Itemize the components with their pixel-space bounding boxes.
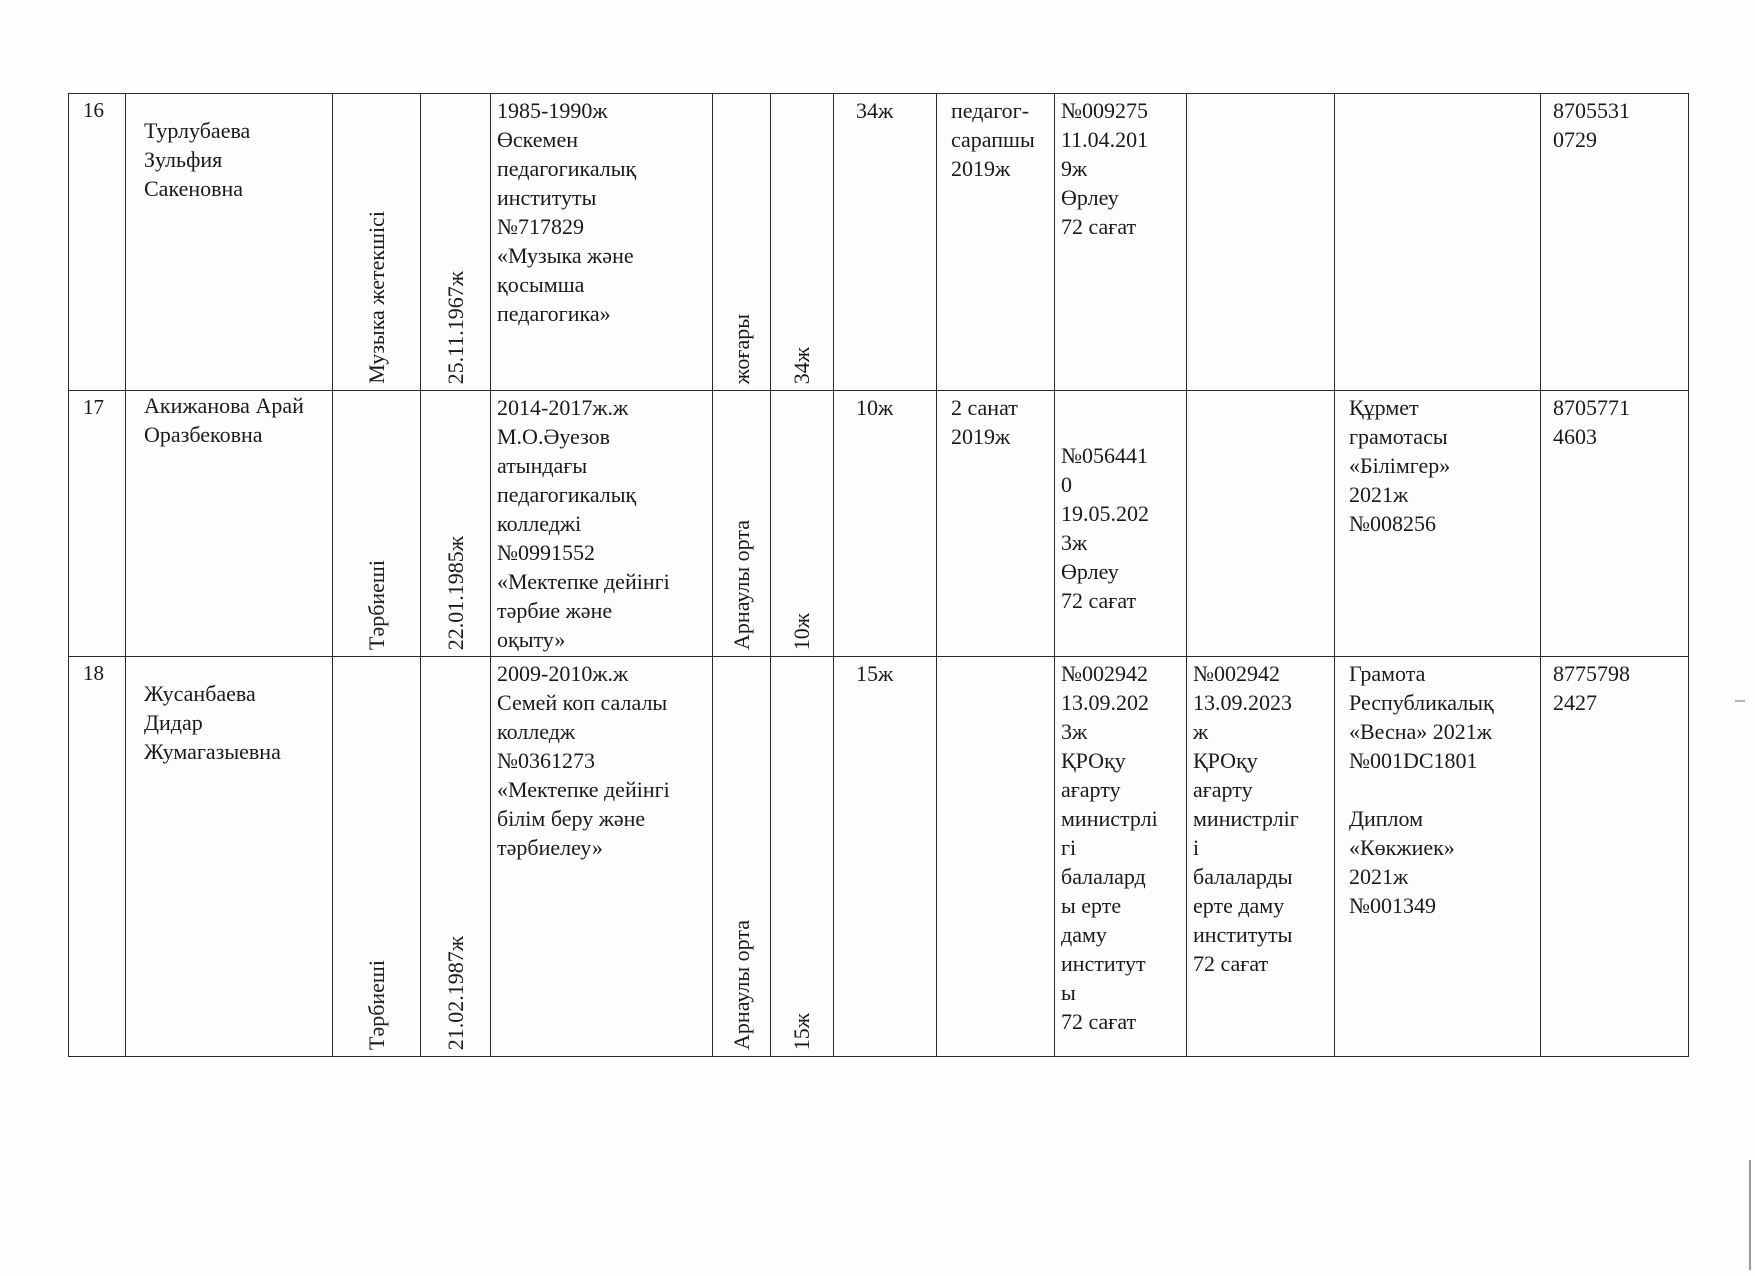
- courses-second-line: №002942: [1193, 661, 1280, 686]
- awards-line: Грамота: [1349, 661, 1426, 686]
- position-text: Тәрбиеші: [363, 560, 389, 650]
- full-name-line: Турлубаева: [144, 118, 251, 143]
- awards-line: [1349, 775, 1534, 804]
- education-line: педагогикалық: [497, 156, 637, 181]
- education-level-cell: [713, 391, 771, 657]
- phone-line: 8775798: [1553, 661, 1630, 686]
- awards-line: №001DC1801: [1349, 748, 1478, 773]
- category-line: педагог-: [951, 98, 1030, 123]
- courses-line: 3ж: [1061, 530, 1088, 555]
- courses-second-line: министрліг: [1193, 806, 1299, 831]
- phone-line: 0729: [1553, 127, 1597, 152]
- category-line: 2 санат: [951, 395, 1018, 420]
- category-line: 2019ж: [951, 156, 1011, 181]
- education-level-text: Арнаулы орта: [728, 520, 754, 650]
- phone-line: 8705531: [1553, 98, 1630, 123]
- education-cell: [491, 94, 713, 391]
- full-name-line: Дидар: [144, 710, 203, 735]
- education-line: колледжі: [497, 511, 582, 536]
- pedagogical-experience-cell: [771, 391, 834, 657]
- courses-line: гі: [1061, 835, 1077, 860]
- birth-date-cell: [421, 391, 491, 657]
- courses-line: 72 сағат: [1061, 214, 1137, 239]
- courses-line: №002942: [1061, 661, 1148, 686]
- scan-edge-mark: [1749, 1160, 1751, 1270]
- position-text: Музыка жетекшісі: [363, 211, 389, 384]
- courses-second-line: ағарту: [1193, 777, 1253, 802]
- courses-cell: [1055, 391, 1187, 657]
- education-level-cell: [713, 94, 771, 391]
- birth-date-text: 22.01.1985ж: [442, 535, 468, 650]
- courses-line: ҚРОқу: [1061, 748, 1126, 773]
- awards-line: 2021ж: [1349, 482, 1409, 507]
- row-number-cell: [69, 391, 126, 657]
- courses-line: №056441: [1061, 443, 1148, 468]
- birth-date-text: 25.11.1967ж: [442, 270, 468, 384]
- education-line: «Мектепке дейінгі: [497, 569, 670, 594]
- courses-line: 0: [1061, 472, 1072, 497]
- courses-line: институт: [1061, 951, 1146, 976]
- phone-line: 2427: [1553, 690, 1597, 715]
- education-level-text: жоғары: [728, 313, 754, 384]
- courses-second-line: балаларды: [1193, 864, 1293, 889]
- education-line: педагогикалық: [497, 482, 637, 507]
- category-cell: [937, 657, 1055, 1057]
- total-experience-cell: [834, 657, 937, 1057]
- education-line: «Мектепке дейінгі: [497, 777, 670, 802]
- row-number-cell: [69, 94, 126, 391]
- total-experience-text: 15ж: [856, 661, 894, 686]
- birth-date-cell: [421, 94, 491, 391]
- education-line: 2009-2010ж.ж: [497, 661, 629, 686]
- education-line: тәрбие және: [497, 598, 613, 623]
- education-line: 1985-1990ж: [497, 98, 608, 123]
- courses-line: 72 сағат: [1061, 588, 1137, 613]
- courses-second-line: ҚРОқу: [1193, 748, 1258, 773]
- row-number: 16: [83, 98, 104, 122]
- courses-second-cell: [1187, 94, 1335, 391]
- birth-date-text: 21.02.1987ж: [442, 935, 468, 1050]
- education-line: «Музыка және: [497, 243, 634, 268]
- courses-line: ағарту: [1061, 777, 1121, 802]
- education-line: №717829: [497, 214, 584, 239]
- birth-date-cell: [421, 657, 491, 1057]
- education-line: №0361273: [497, 748, 595, 773]
- courses-line: балалард: [1061, 864, 1146, 889]
- courses-line: ы: [1061, 980, 1076, 1005]
- awards-cell: [1335, 657, 1541, 1057]
- table-body: [69, 94, 1689, 1057]
- staff-table: [68, 93, 1689, 1057]
- position-text: Тәрбиеші: [363, 960, 389, 1050]
- courses-line: Өрлеу: [1061, 559, 1119, 584]
- awards-line: Республикалық: [1349, 690, 1494, 715]
- education-level-text: Арнаулы орта: [728, 920, 754, 1050]
- education-line: №0991552: [497, 540, 595, 565]
- position-cell: [333, 657, 421, 1057]
- education-line: тәрбиелеу»: [497, 835, 603, 860]
- row-number-cell: [69, 657, 126, 1057]
- table-row: [69, 391, 1689, 657]
- education-line: қосымша: [497, 272, 585, 297]
- awards-line: Диплом: [1349, 806, 1424, 831]
- courses-line: Өрлеу: [1061, 185, 1119, 210]
- awards-cell: [1335, 391, 1541, 657]
- full-name-line: Зульфия: [144, 147, 223, 172]
- row-number: 18: [83, 661, 104, 685]
- pedagogical-experience-cell: [771, 94, 834, 391]
- position-cell: [333, 391, 421, 657]
- table-row: [69, 657, 1689, 1057]
- awards-line: 2021ж: [1349, 864, 1409, 889]
- courses-line: 3ж: [1061, 719, 1088, 744]
- total-experience-cell: [834, 391, 937, 657]
- education-line: 2014-2017ж.ж: [497, 395, 629, 420]
- full-name-cell: [126, 391, 333, 657]
- full-name-line: Оразбековна: [144, 422, 263, 447]
- education-level-cell: [713, 657, 771, 1057]
- category-line: 2019ж: [951, 424, 1011, 449]
- courses-second-line: 13.09.2023: [1193, 690, 1292, 715]
- awards-line: №001349: [1349, 893, 1436, 918]
- courses-second-line: ерте даму: [1193, 893, 1285, 918]
- phone-line: 8705771: [1553, 395, 1630, 420]
- courses-second-line: ж: [1193, 719, 1209, 744]
- education-line: Семей коп салалы: [497, 690, 668, 715]
- courses-second-line: 72 сағат: [1193, 951, 1269, 976]
- phone-cell: [1541, 391, 1689, 657]
- education-line: Өскемен: [497, 127, 579, 152]
- courses-line: 72 сағат: [1061, 1009, 1137, 1034]
- education-line: колледж: [497, 719, 576, 744]
- phone-line: 4603: [1553, 424, 1597, 449]
- phone-cell: [1541, 94, 1689, 391]
- courses-line: 19.05.202: [1061, 501, 1149, 526]
- category-cell: [937, 391, 1055, 657]
- full-name-line: Акижанова Арай: [144, 393, 304, 418]
- courses-cell: [1055, 657, 1187, 1057]
- courses-line: 13.09.202: [1061, 690, 1149, 715]
- table-row: [69, 94, 1689, 391]
- full-name-line: Жусанбаева: [144, 681, 256, 706]
- education-cell: [491, 657, 713, 1057]
- pedagogical-experience-cell: [771, 657, 834, 1057]
- courses-line: 9ж: [1061, 156, 1088, 181]
- awards-cell: [1335, 94, 1541, 391]
- courses-line: 11.04.201: [1061, 127, 1149, 152]
- education-line: институты: [497, 185, 597, 210]
- education-line: білім беру және: [497, 806, 646, 831]
- awards-line: №008256: [1349, 511, 1436, 536]
- courses-second-line: институты: [1193, 922, 1293, 947]
- total-experience-text: 34ж: [856, 98, 894, 123]
- row-number: 17: [83, 395, 104, 419]
- full-name-line: Сакеновна: [144, 176, 244, 201]
- pedagogical-experience-text: 34ж: [789, 346, 814, 384]
- awards-line: Құрмет: [1349, 395, 1419, 420]
- position-cell: [333, 94, 421, 391]
- courses-line: ы ерте: [1061, 893, 1122, 918]
- education-line: М.О.Әуезов: [497, 424, 611, 449]
- pedagogical-experience-text: 10ж: [789, 612, 814, 650]
- education-line: оқыту»: [497, 627, 566, 652]
- scan-dot-mark: [1735, 700, 1745, 702]
- courses-second-line: і: [1193, 835, 1200, 860]
- awards-line: грамотасы: [1349, 424, 1448, 449]
- education-line: атындағы: [497, 453, 588, 478]
- courses-line: №009275: [1061, 98, 1148, 123]
- awards-line: «Білімгер»: [1349, 453, 1451, 478]
- full-name-line: Жумагазыевна: [144, 739, 281, 764]
- courses-second-cell: [1187, 391, 1335, 657]
- total-experience-cell: [834, 94, 937, 391]
- courses-line: даму: [1061, 922, 1107, 947]
- awards-line: «Весна» 2021ж: [1349, 719, 1492, 744]
- total-experience-text: 10ж: [856, 395, 894, 420]
- education-line: педагогика»: [497, 301, 611, 326]
- courses-cell: [1055, 94, 1187, 391]
- phone-cell: [1541, 657, 1689, 1057]
- category-line: сарапшы: [951, 127, 1035, 152]
- full-name-cell: [126, 657, 333, 1057]
- awards-line: «Көкжиек»: [1349, 835, 1455, 860]
- courses-second-cell: [1187, 657, 1335, 1057]
- courses-line: министрлі: [1061, 806, 1158, 831]
- category-cell: [937, 94, 1055, 391]
- full-name-cell: [126, 94, 333, 391]
- education-cell: [491, 391, 713, 657]
- pedagogical-experience-text: 15ж: [789, 1012, 814, 1050]
